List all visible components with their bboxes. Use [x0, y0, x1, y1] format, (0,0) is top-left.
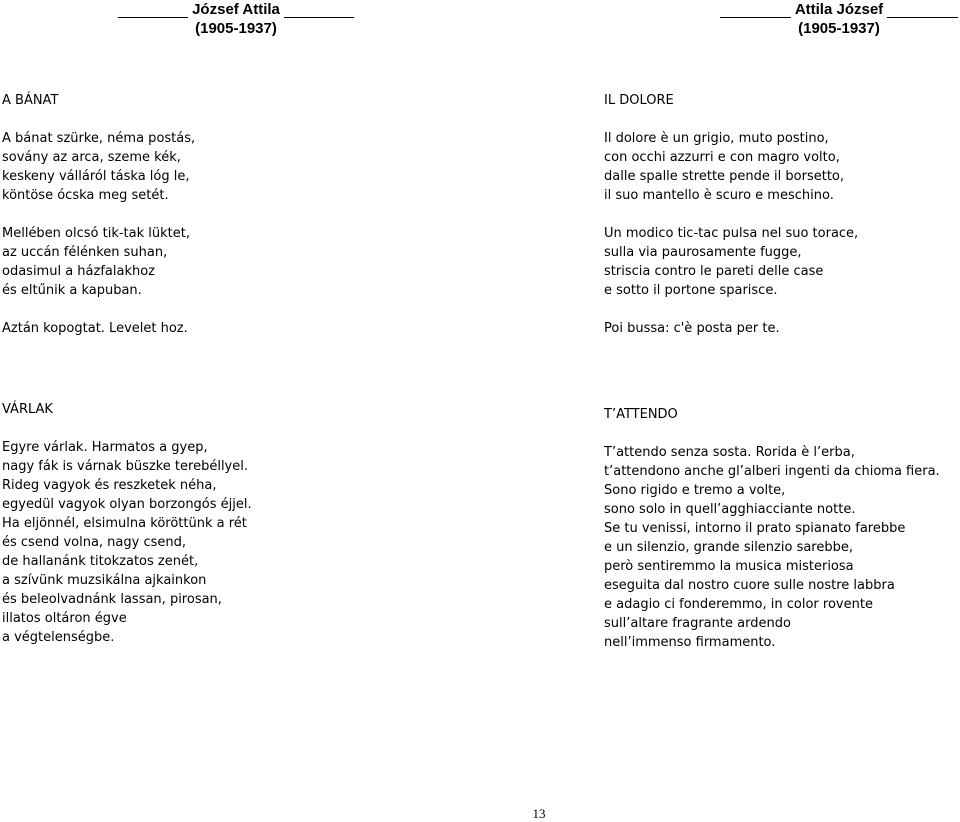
poem-line: Aztán kopogtat. Levelet hoz.	[2, 321, 188, 336]
poem-title: A BÁNAT	[2, 93, 59, 108]
poem-line: köntöse ócska meg setét.	[2, 188, 169, 203]
poem-line: sull’altare fragrante ardendo	[604, 616, 791, 631]
poem-line: odasimul a házfalakhoz	[2, 264, 155, 279]
poem-line: Mellében olcsó tik-tak lüktet,	[2, 226, 190, 241]
author-name-right: Attila József	[720, 0, 958, 19]
poem-varlak	[2, 400, 252, 647]
author-dates-right: (1905-1937)	[798, 20, 880, 37]
header-left	[118, 0, 354, 38]
poem-line: sovány az arca, szeme kék,	[2, 150, 181, 165]
poem-stanza	[2, 319, 195, 338]
poem-stanza	[604, 319, 858, 338]
poem-line: A bánat szürke, néma postás,	[2, 131, 196, 146]
poem-title: VÁRLAK	[2, 402, 53, 417]
poem-line: il suo mantello è scuro e meschino.	[604, 188, 834, 203]
poem-line: egyedül vagyok olyan borzongós éjjel.	[2, 497, 252, 512]
poem-stanza	[2, 224, 195, 300]
poem-line: dalle spalle strette pende il borsetto,	[604, 169, 844, 184]
poem-t-attendo	[604, 405, 940, 652]
poem-line: illatos oltáron égve	[2, 611, 127, 626]
poem-line: Ha eljönnél, elsimulna köröttünk a rét	[2, 516, 247, 531]
poem-line: eseguita dal nostro cuore sulle nostre labbra	[604, 578, 895, 593]
poem-line: Un modico tic-tac pulsa nel suo torace,	[604, 226, 859, 241]
poem-stanza	[604, 129, 858, 205]
poem-line: e sotto il portone sparisce.	[604, 283, 778, 298]
poem-stanza	[2, 438, 252, 647]
poem-line: nell’immenso firmamento.	[604, 635, 776, 650]
poem-line: Sono rigido e tremo a volte,	[604, 483, 786, 498]
poem-line: T’attendo senza sosta. Rorida è l’erba,	[604, 445, 855, 460]
poem-line: e adagio ci fonderemmo, in color rovente	[604, 597, 873, 612]
author-name-left: József Attila	[118, 0, 354, 19]
poem-line: però sentiremmo la musica misteriosa	[604, 559, 854, 574]
poem-stanza	[604, 443, 940, 652]
poem-stanza	[604, 224, 858, 300]
poem-line: nagy fák is várnak büszke terebéllyel.	[2, 459, 248, 474]
poem-line: és beleolvadnánk lassan, pirosan,	[2, 592, 222, 607]
poem-line: striscia contro le pareti delle case	[604, 264, 824, 279]
poem-line: és eltűnik a kapuban.	[2, 283, 142, 298]
poem-line: Poi bussa: c'è posta per te.	[604, 321, 780, 336]
poem-line: Egyre várlak. Harmatos a gyep,	[2, 440, 208, 455]
poem-line: Rideg vagyok és reszketek néha,	[2, 478, 217, 493]
page-number: 13	[532, 806, 546, 821]
author-dates-left: (1905-1937)	[195, 20, 277, 37]
poem-line: e un silenzio, grande silenzio sarebbe,	[604, 540, 853, 555]
poem-line: con occhi azzurri e con magro volto,	[604, 150, 840, 165]
poem-line: a végtelenségbe.	[2, 630, 115, 645]
poem-line: és csend volna, nagy csend,	[2, 535, 186, 550]
poem-line: a szívünk muzsikálna ajkainkon	[2, 573, 207, 588]
poem-title: T’ATTENDO	[604, 407, 678, 422]
poem-title: IL DOLORE	[604, 93, 674, 108]
header-right	[720, 0, 958, 38]
poem-line: az uccán félénken suhan,	[2, 245, 168, 260]
poem-line: t’attendono anche gl’alberi ingenti da chioma fiera.	[604, 464, 940, 479]
poem-line: Se tu venissi, intorno il prato spianato farebbe	[604, 521, 906, 536]
poem-stanza	[2, 129, 195, 205]
poem-line: Il dolore è un grigio, muto postino,	[604, 131, 829, 146]
poem-a-banat	[2, 91, 195, 338]
poem-il-dolore	[604, 91, 858, 338]
poem-line: sono solo in quell’agghiacciante notte.	[604, 502, 856, 517]
poem-line: de hallanánk titokzatos zenét,	[2, 554, 199, 569]
poem-line: sulla via paurosamente fugge,	[604, 245, 802, 260]
poem-line: keskeny válláról táska lóg le,	[2, 169, 190, 184]
